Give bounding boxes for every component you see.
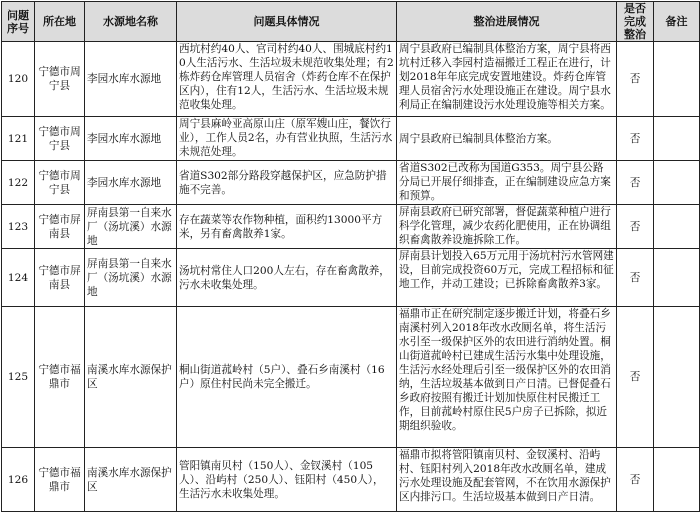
- cell-issue: 管阳镇南贝村（150人）、金钗溪村（105人）、沿屿村（250人）、钰阳村（450人），生活污水未收集处理。: [177, 448, 397, 512]
- cell-source: 屏南县第一自来水厂（汤坑溪）水源地: [85, 249, 177, 307]
- cell-location: 宁德市屏南县: [35, 205, 85, 249]
- table-row: [2, 307, 700, 448]
- cell-done: 否: [617, 42, 654, 117]
- cell-no: 121: [2, 117, 35, 161]
- header-source: 水源地名称: [85, 2, 177, 42]
- cell-progress: 福鼎市正在研究制定逐步搬迁计划，将叠石乡南溪村列入2018年改水改厕名单，将生活污水引至一级保护区外的农田进行消纳处置。桐山街道菰岭村已建成生活污水集中处理设施，生活污水经处理后引至一级保护区外的农田消纳，生活垃圾基本做到日产日清。已督促叠石乡政府按照有搬迁计划加快原住村民搬迁工作，目前菰岭村原住民5户房子已拆除，拟近期组织验收。: [397, 307, 617, 448]
- cell-source: 李园水库水源地: [85, 42, 177, 117]
- cell-progress: 屏南县计划投入65万元用于汤坑村污水管网建设，目前完成投资60万元，完成工程招标和征地工作，并动工建设；已拆除畜禽散养3家。: [397, 249, 617, 307]
- cell-source: 屏南县第一自来水厂（汤坑溪）水源地: [85, 205, 177, 249]
- table-row: [2, 117, 700, 161]
- cell-location: 宁德市周宁县: [35, 161, 85, 205]
- header-row: [2, 2, 700, 42]
- cell-no: 122: [2, 161, 35, 205]
- cell-no: 124: [2, 249, 35, 307]
- cell-location: 宁德市周宁县: [35, 117, 85, 161]
- cell-no: 120: [2, 42, 35, 117]
- header-location: 所在地: [35, 2, 85, 42]
- cell-progress: 屏南县政府已研究部署，督促蔬菜种植户进行科学化管理，减少农药化肥使用，正在协调组织畜禽散养设施拆除工作。: [397, 205, 617, 249]
- cell-location: 宁德市福鼎市: [35, 448, 85, 512]
- cell-issue: 西坑村约40人、官司村约40人、围城底村约10人生活污水、生活垃圾未规范收集处理；有2栋炸药仓库管理人员宿舍（炸药仓库不在保护区内），住有12人，生活污水、生活垃圾未规范收集处理。: [177, 42, 397, 117]
- cell-remark: [654, 205, 700, 249]
- header-issue: 问题具体情况: [177, 2, 397, 42]
- cell-no: 125: [2, 307, 35, 448]
- cell-issue: 周宁县麻岭亚高原山庄（原军嫂山庄，餐饮行业），工作人员2名，办有营业执照，生活污水未规范处理。: [177, 117, 397, 161]
- cell-remark: [654, 117, 700, 161]
- cell-source: 李园水库水源地: [85, 117, 177, 161]
- header-done: 是否完成整治: [617, 2, 654, 42]
- table-row: [2, 205, 700, 249]
- table-row: [2, 249, 700, 307]
- cell-remark: [654, 307, 700, 448]
- table-row: [2, 42, 700, 117]
- cell-location: 宁德市周宁县: [35, 42, 85, 117]
- cell-issue: 存在蔬菜等农作物种植，面积约13000平方米，另有畜禽散养1家。: [177, 205, 397, 249]
- header-remark: 备注: [654, 2, 700, 42]
- cell-remark: [654, 249, 700, 307]
- cell-done: 否: [617, 448, 654, 512]
- cell-remark: [654, 448, 700, 512]
- cell-issue: 省道S302部分路段穿越保护区，应急防护措施不完善。: [177, 161, 397, 205]
- cell-progress: 周宁县政府已编制具体整治方案。: [397, 117, 617, 161]
- cell-progress: 福鼎市拟将管阳镇南贝村、金钗溪村、沿屿村、钰阳村列入2018年改水改厕名单，建成污水处理设施及配套管网，不在饮用水源保护区内排污口。生活垃圾基本做到日产日清。: [397, 448, 617, 512]
- table-row: [2, 161, 700, 205]
- cell-done: 否: [617, 307, 654, 448]
- remediation-table: [1, 1, 700, 512]
- cell-no: 123: [2, 205, 35, 249]
- cell-source: 李园水库水源地: [85, 161, 177, 205]
- cell-location: 宁德市福鼎市: [35, 307, 85, 448]
- cell-issue: 汤坑村常住人口200人左右，存在畜禽散养，污水未收集处理。: [177, 249, 397, 307]
- cell-progress: 周宁县政府已编制具体整治方案，周宁县将西坑村迁移入李园村造福搬迁工程正在进行，计划2018年年底完成安置地建设。炸药仓库管理人员宿舍污水处理设施正在建设。周宁县水利局正在编制建设污水处理设施等相关方案。: [397, 42, 617, 117]
- cell-no: 126: [2, 448, 35, 512]
- header-progress: 整治进展情况: [397, 2, 617, 42]
- table-row: [2, 448, 700, 512]
- cell-done: 否: [617, 117, 654, 161]
- cell-location: 宁德市屏南县: [35, 249, 85, 307]
- cell-source: 南溪水库水源保护区: [85, 448, 177, 512]
- cell-done: 否: [617, 205, 654, 249]
- cell-issue: 桐山街道菰岭村（5户）、叠石乡南溪村（16户）原住村民尚未完全搬迁。: [177, 307, 397, 448]
- cell-source: 南溪水库水源保护区: [85, 307, 177, 448]
- cell-done: 否: [617, 161, 654, 205]
- cell-progress: 省道S302已改称为国道G353。周宁县公路分局已开展仔细排查，正在编制建设应急方案和预算。: [397, 161, 617, 205]
- cell-done: 否: [617, 249, 654, 307]
- header-no: 问题序号: [2, 2, 35, 42]
- cell-remark: [654, 42, 700, 117]
- cell-remark: [654, 161, 700, 205]
